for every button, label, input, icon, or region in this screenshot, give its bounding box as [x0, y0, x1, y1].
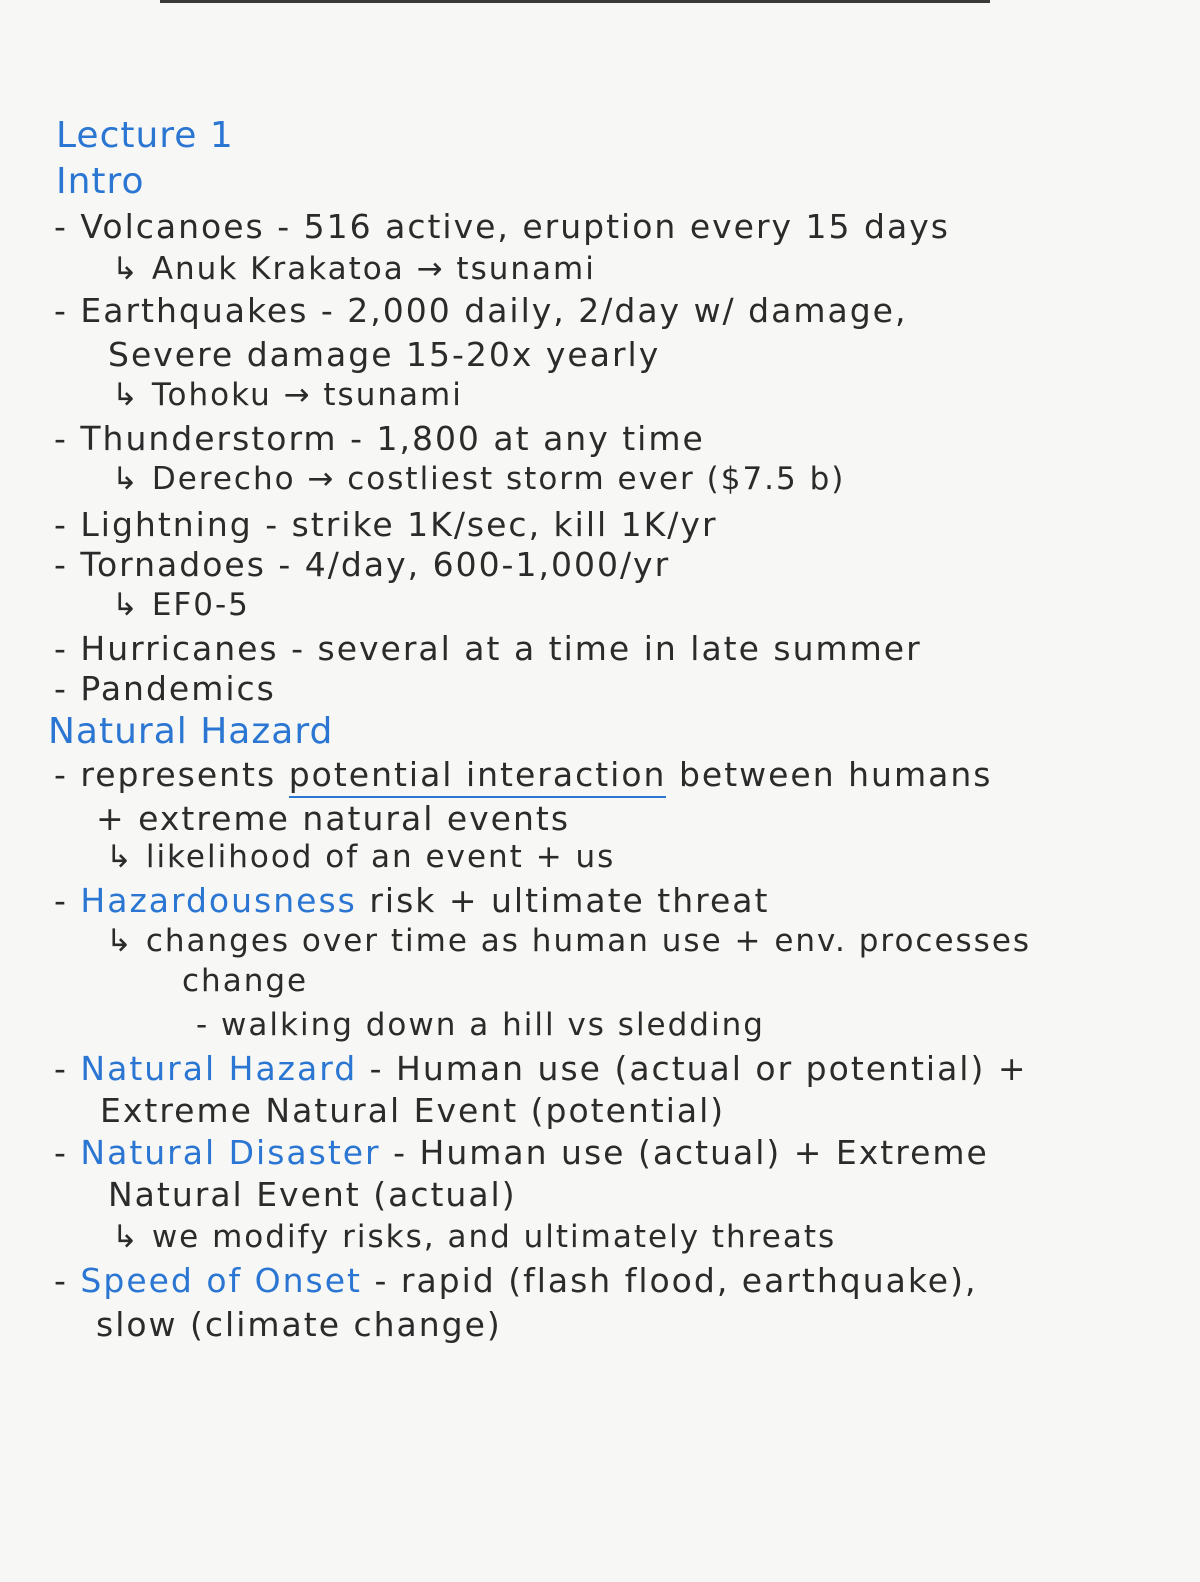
note-thunderstorm-example: ↳ Derecho → costliest storm ever ($7.5 b) [112, 461, 846, 497]
note-earthquakes-example: ↳ Tohoku → tsunami [112, 377, 463, 413]
note-hazardousness-example-3: - walking down a hill vs sledding [196, 1007, 765, 1043]
term-natural-disaster: Natural Disaster [80, 1133, 381, 1172]
note-nd-dash: - [54, 1133, 68, 1172]
note-hazardousness-dash: - [54, 881, 68, 920]
underlined-potential-interaction: potential interaction [289, 755, 667, 798]
lecture-title: Lecture 1 [56, 115, 234, 156]
natural-hazard-heading: Natural Hazard [48, 711, 334, 752]
note-natural-disaster [54, 1133, 989, 1172]
term-speed-of-onset: Speed of Onset [80, 1261, 362, 1300]
note-natural-disaster-example: ↳ we modify risks, and ultimately threats [112, 1219, 837, 1255]
note-pandemics: - Pandemics [54, 669, 276, 708]
note-hazardousness-example-2: change [182, 963, 309, 999]
note-represents-rest: between humans [678, 755, 993, 794]
note-speed-of-onset-2: slow (climate change) [96, 1305, 502, 1344]
note-represents-dash: - represents [54, 755, 277, 794]
note-nh-def-dash: - [54, 1049, 68, 1088]
note-lightning: - Lightning - strike 1K/sec, kill 1K/yr [54, 505, 718, 544]
note-natural-disaster-2: Natural Event (actual) [108, 1175, 517, 1214]
note-nd-rest: - Human use (actual) + Extreme [393, 1133, 989, 1172]
note-hazardousness [54, 881, 770, 920]
note-volcanoes-example: ↳ Anuk Krakatoa → tsunami [112, 251, 596, 287]
note-thunderstorm: - Thunderstorm - 1,800 at any time [54, 419, 705, 458]
note-nh-def-rest: - Human use (actual or potential) + [369, 1049, 1028, 1088]
note-speed-rest: - rapid (flash flood, earthquake), [374, 1261, 978, 1300]
note-hazardousness-example: ↳ changes over time as human use + env. processes [106, 923, 1032, 959]
note-hazardousness-rest: risk + ultimate threat [369, 881, 770, 920]
note-hurricanes: - Hurricanes - several at a time in late summer [54, 629, 922, 668]
note-tornadoes: - Tornadoes - 4/day, 600-1,000/yr [54, 545, 671, 584]
note-represents-2: + extreme natural events [96, 799, 571, 838]
note-speed-dash: - [54, 1261, 68, 1300]
note-volcanoes: - Volcanoes - 516 active, eruption every 15 days [54, 207, 950, 246]
note-natural-hazard-def-2: Extreme Natural Event (potential) [100, 1091, 726, 1130]
term-natural-hazard: Natural Hazard [80, 1049, 358, 1088]
note-tornadoes-example: ↳ EF0-5 [112, 587, 250, 623]
note-earthquakes-2: Severe damage 15-20x yearly [108, 335, 661, 374]
note-represents-example: ↳ likelihood of an event + us [106, 839, 616, 875]
term-hazardousness: Hazardousness [80, 881, 357, 920]
note-natural-hazard-def [54, 1049, 1028, 1088]
note-speed-of-onset [54, 1261, 978, 1300]
note-earthquakes: - Earthquakes - 2,000 daily, 2/day w/ damage, [54, 291, 908, 330]
intro-heading: Intro [56, 161, 145, 202]
note-represents [54, 755, 993, 794]
